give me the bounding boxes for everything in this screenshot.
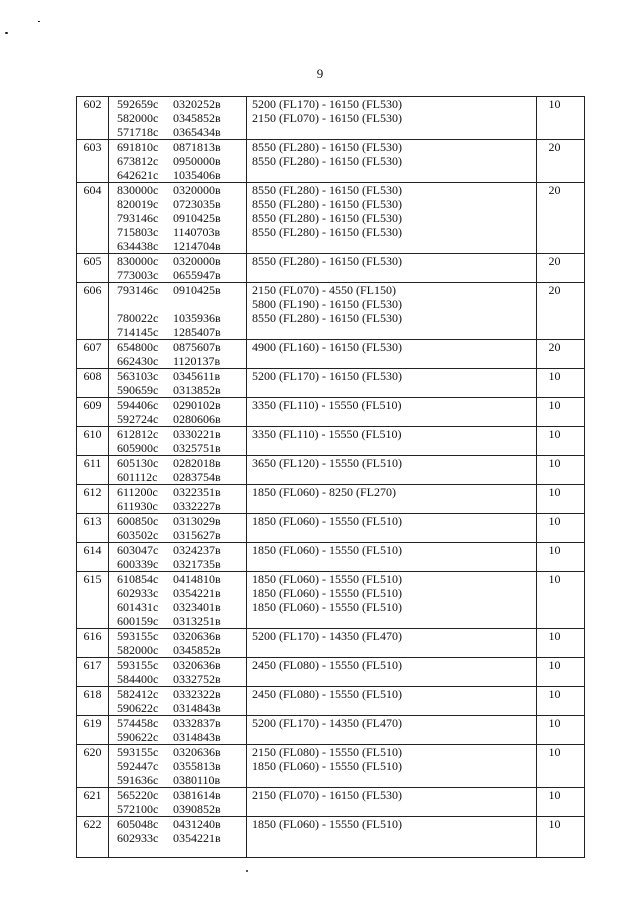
longitude: 0282018в <box>173 456 221 470</box>
latitude: 601112с <box>117 470 158 484</box>
table-row <box>77 572 585 629</box>
latitude: 593155с <box>117 629 159 643</box>
longitude: 0345852в <box>173 643 221 657</box>
latitude: 601431с <box>117 600 159 614</box>
coordinate-line <box>117 383 246 397</box>
row-number: 614 <box>77 543 109 572</box>
table-row <box>77 340 585 369</box>
altitude-range: 2150 (FL070) - 16150 (FL530) <box>252 788 402 802</box>
longitude: 1035406в <box>173 168 221 182</box>
latitude: 593155с <box>117 658 159 672</box>
coordinate-line <box>117 97 246 111</box>
coordinate-line <box>117 369 246 383</box>
coordinate-line <box>117 325 246 339</box>
coordinate-points <box>109 658 247 687</box>
longitude: 0910425в <box>173 283 221 297</box>
altitude-limits <box>247 514 537 543</box>
altitude-limits <box>247 254 537 283</box>
longitude: 0655947в <box>173 268 221 282</box>
coordinate-line <box>117 470 246 484</box>
altitude-limits <box>247 629 537 658</box>
longitude: 0314843в <box>173 730 221 744</box>
table-row <box>77 716 585 745</box>
longitude: 0280606в <box>173 412 221 426</box>
altitude-range: 5200 (FL170) - 14350 (FL470) <box>252 716 402 730</box>
coordinate-points <box>109 485 247 514</box>
row-number: 608 <box>77 369 109 398</box>
row-value: 10 <box>537 716 585 745</box>
altitude-range: 3350 (FL110) - 15550 (FL510) <box>252 398 402 412</box>
longitude: 0320252в <box>173 97 221 111</box>
latitude: 602933с <box>117 831 159 845</box>
latitude: 591636с <box>117 773 159 787</box>
altitude-limits <box>247 97 537 140</box>
table-row <box>77 514 585 543</box>
longitude: 0323401в <box>173 600 221 614</box>
coordinate-line <box>117 111 246 125</box>
table-row <box>77 745 585 788</box>
altitude-range: 8550 (FL280) - 16150 (FL530) <box>252 211 402 225</box>
latitude: 610854с <box>117 572 159 586</box>
coordinate-line <box>117 427 246 441</box>
longitude: 0345852в <box>173 111 221 125</box>
latitude: 590622с <box>117 730 159 744</box>
row-number: 604 <box>77 183 109 254</box>
altitude-limits <box>247 572 537 629</box>
coordinate-points <box>109 183 247 254</box>
longitude: 0332227в <box>173 499 221 513</box>
coordinate-line <box>117 773 246 787</box>
latitude: 715803с <box>117 225 159 239</box>
altitude-range: 8550 (FL280) - 16150 (FL530) <box>252 197 402 211</box>
altitude-range: 5200 (FL170) - 16150 (FL530) <box>252 97 402 111</box>
coordinate-line <box>117 268 246 282</box>
longitude: 1214704в <box>173 239 221 253</box>
coordinate-points <box>109 788 247 817</box>
latitude: 592659с <box>117 97 159 111</box>
longitude: 0354221в <box>173 586 221 600</box>
scan-speck <box>38 21 40 22</box>
row-value: 20 <box>537 340 585 369</box>
altitude-range: 2150 (FL080) - 15550 (FL510) <box>252 745 402 759</box>
longitude: 0355813в <box>173 759 221 773</box>
row-value: 10 <box>537 572 585 629</box>
coordinate-points <box>109 629 247 658</box>
altitude-range: 3350 (FL110) - 15550 (FL510) <box>252 427 402 441</box>
coordinate-line <box>117 398 246 412</box>
row-value: 20 <box>537 283 585 340</box>
row-number: 602 <box>77 97 109 140</box>
latitude: 600339с <box>117 557 159 571</box>
coordinate-points <box>109 369 247 398</box>
latitude: 582412с <box>117 687 159 701</box>
coordinate-line <box>117 125 246 139</box>
coordinate-line <box>117 354 246 368</box>
table-row <box>77 369 585 398</box>
table-row <box>77 687 585 716</box>
longitude: 0871813в <box>173 140 221 154</box>
altitude-limits <box>247 716 537 745</box>
longitude: 0313029в <box>173 514 221 528</box>
row-number: 619 <box>77 716 109 745</box>
altitude-range: 8550 (FL280) - 16150 (FL530) <box>252 154 402 168</box>
coordinate-line <box>117 140 246 154</box>
latitude: 602933с <box>117 586 159 600</box>
coordinate-line <box>117 557 246 571</box>
longitude: 0290102в <box>173 398 221 412</box>
table-row <box>77 140 585 183</box>
table-row <box>77 658 585 687</box>
longitude: 0723035в <box>173 197 221 211</box>
table-row <box>77 629 585 658</box>
longitude: 0345611в <box>173 369 221 383</box>
coordinate-points <box>109 97 247 140</box>
longitude: 0332752в <box>173 672 221 686</box>
altitude-range: 3650 (FL120) - 15550 (FL510) <box>252 456 402 470</box>
table-row <box>77 485 585 514</box>
longitude: 0365434в <box>173 125 221 139</box>
latitude: 592724с <box>117 412 159 426</box>
latitude: 603502с <box>117 528 159 542</box>
coordinate-points <box>109 687 247 716</box>
row-number: 605 <box>77 254 109 283</box>
latitude: 603047с <box>117 543 159 557</box>
latitude: 584400с <box>117 672 159 686</box>
coordinate-points <box>109 140 247 183</box>
row-value: 10 <box>537 817 585 858</box>
coordinate-line <box>117 225 246 239</box>
altitude-limits <box>247 456 537 485</box>
coordinate-points <box>109 254 247 283</box>
latitude: 714145с <box>117 325 159 339</box>
row-value: 10 <box>537 427 585 456</box>
latitude: 780022с <box>117 311 159 325</box>
coordinate-line <box>117 254 246 268</box>
altitude-range: 2450 (FL080) - 15550 (FL510) <box>252 658 402 672</box>
coordinate-line <box>117 283 246 297</box>
altitude-limits <box>247 485 537 514</box>
row-value: 10 <box>537 788 585 817</box>
altitude-limits <box>247 427 537 456</box>
row-value: 10 <box>537 485 585 514</box>
latitude: 582000с <box>117 111 159 125</box>
latitude: 605048с <box>117 817 159 831</box>
row-number: 610 <box>77 427 109 456</box>
longitude: 0431240в <box>173 817 221 831</box>
coordinate-points <box>109 817 247 858</box>
altitude-limits <box>247 658 537 687</box>
coordinate-line <box>117 211 246 225</box>
row-number: 615 <box>77 572 109 629</box>
altitude-range: 1850 (FL060) - 15550 (FL510) <box>252 543 402 557</box>
row-number: 611 <box>77 456 109 485</box>
latitude: 662430с <box>117 354 159 368</box>
longitude: 1120137в <box>173 354 221 368</box>
row-value: 10 <box>537 398 585 427</box>
longitude: 0313251в <box>173 614 221 628</box>
coordinate-line <box>117 456 246 470</box>
longitude: 0283754в <box>173 470 221 484</box>
latitude: 594406с <box>117 398 159 412</box>
row-number: 612 <box>77 485 109 514</box>
altitude-range: 5200 (FL170) - 14350 (FL470) <box>252 629 402 643</box>
table-row <box>77 427 585 456</box>
latitude: 611930с <box>117 499 158 513</box>
latitude: 582000с <box>117 643 159 657</box>
latitude: 600159с <box>117 614 159 628</box>
latitude: 592447с <box>117 759 159 773</box>
longitude: 0315627в <box>173 528 221 542</box>
row-number: 618 <box>77 687 109 716</box>
coordinate-line <box>117 311 246 325</box>
altitude-range: 5800 (FL190) - 16150 (FL530) <box>252 297 402 311</box>
row-number: 620 <box>77 745 109 788</box>
latitude: 593155с <box>117 745 159 759</box>
longitude: 0320636в <box>173 745 221 759</box>
longitude: 0325751в <box>173 441 221 455</box>
longitude: 0910425в <box>173 211 221 225</box>
altitude-limits <box>247 687 537 716</box>
coordinate-line <box>117 543 246 557</box>
row-number: 613 <box>77 514 109 543</box>
row-number: 606 <box>77 283 109 340</box>
coordinate-line <box>117 412 246 426</box>
row-value: 20 <box>537 140 585 183</box>
coordinate-line <box>117 788 246 802</box>
coordinate-line <box>117 499 246 513</box>
coordinate-line <box>117 687 246 701</box>
row-number: 603 <box>77 140 109 183</box>
row-number: 616 <box>77 629 109 658</box>
coordinate-line <box>117 716 246 730</box>
table-row <box>77 817 585 858</box>
coordinate-points <box>109 572 247 629</box>
coordinate-line <box>117 340 246 354</box>
coordinate-points <box>109 340 247 369</box>
latitude: 642621с <box>117 168 159 182</box>
longitude: 0320000в <box>173 183 221 197</box>
coordinate-line <box>117 600 246 614</box>
altitude-range: 5200 (FL170) - 16150 (FL530) <box>252 369 402 383</box>
longitude: 0332322в <box>173 687 221 701</box>
latitude: 605900с <box>117 441 159 455</box>
altitude-range: 1850 (FL060) - 8250 (FL270) <box>252 485 396 499</box>
coordinate-line <box>117 614 246 628</box>
coordinate-line <box>117 168 246 182</box>
row-number: 617 <box>77 658 109 687</box>
altitude-range: 8550 (FL280) - 16150 (FL530) <box>252 183 402 197</box>
coordinate-line <box>117 183 246 197</box>
latitude: 830000с <box>117 254 159 268</box>
row-number: 607 <box>77 340 109 369</box>
coordinate-line <box>117 197 246 211</box>
row-number: 621 <box>77 788 109 817</box>
latitude: 673812с <box>117 154 159 168</box>
coordinate-line <box>117 297 246 311</box>
row-value: 10 <box>537 629 585 658</box>
coordinate-line <box>117 572 246 586</box>
row-number: 609 <box>77 398 109 427</box>
longitude: 0313852в <box>173 383 221 397</box>
row-value: 10 <box>537 543 585 572</box>
row-value: 10 <box>537 514 585 543</box>
table-row <box>77 788 585 817</box>
table-row <box>77 283 585 340</box>
altitude-range: 8550 (FL280) - 16150 (FL530) <box>252 140 402 154</box>
latitude: 820019с <box>117 197 159 211</box>
coordinate-line <box>117 730 246 744</box>
table-body <box>77 97 585 858</box>
altitude-range: 8550 (FL280) - 16150 (FL530) <box>252 254 402 268</box>
row-number: 622 <box>77 817 109 858</box>
altitude-limits <box>247 788 537 817</box>
row-value: 20 <box>537 254 585 283</box>
coordinate-line <box>117 802 246 816</box>
latitude: 773003с <box>117 268 159 282</box>
latitude: 830000с <box>117 183 159 197</box>
coordinate-line <box>117 586 246 600</box>
latitude: 793146с <box>117 211 159 225</box>
altitude-limits <box>247 183 537 254</box>
table-row <box>77 183 585 254</box>
coordinate-line <box>117 817 246 831</box>
longitude: 0320636в <box>173 658 221 672</box>
latitude: 605130с <box>117 456 159 470</box>
scan-speck <box>5 32 8 34</box>
table-row <box>77 97 585 140</box>
coordinate-points <box>109 745 247 788</box>
altitude-range: 1850 (FL060) - 15550 (FL510) <box>252 514 402 528</box>
row-value: 10 <box>537 658 585 687</box>
row-value: 20 <box>537 183 585 254</box>
altitude-limits <box>247 745 537 788</box>
altitude-range: 2150 (FL070) - 4550 (FL150) <box>252 283 396 297</box>
row-value: 10 <box>537 745 585 788</box>
table-row <box>77 543 585 572</box>
altitude-limits <box>247 398 537 427</box>
altitude-range: 2150 (FL070) - 16150 (FL530) <box>252 111 402 125</box>
coordinate-line <box>117 154 246 168</box>
coordinate-line <box>117 629 246 643</box>
longitude: 0381614в <box>173 788 221 802</box>
coordinate-line <box>117 441 246 455</box>
latitude: 654800с <box>117 340 159 354</box>
coordinate-line <box>117 672 246 686</box>
altitude-range: 8550 (FL280) - 16150 (FL530) <box>252 311 402 325</box>
altitude-limits <box>247 340 537 369</box>
altitude-range: 2450 (FL080) - 15550 (FL510) <box>252 687 402 701</box>
coordinate-points <box>109 456 247 485</box>
table-row <box>77 254 585 283</box>
altitude-limits <box>247 140 537 183</box>
longitude: 0320636в <box>173 629 221 643</box>
longitude: 0332837в <box>173 716 221 730</box>
latitude: 563103с <box>117 369 159 383</box>
longitude: 0314843в <box>173 701 221 715</box>
coordinate-line <box>117 701 246 715</box>
latitude: 793146с <box>117 283 159 297</box>
longitude: 1285407в <box>173 325 221 339</box>
altitude-limits <box>247 369 537 398</box>
longitude: 0875607в <box>173 340 221 354</box>
latitude: 691810с <box>117 140 159 154</box>
longitude: 0330221в <box>173 427 221 441</box>
altitude-range: 1850 (FL060) - 15550 (FL510) <box>252 572 402 586</box>
row-value: 10 <box>537 456 585 485</box>
latitude: 634438с <box>117 239 159 253</box>
longitude: 0380110в <box>173 773 221 787</box>
coordinate-points <box>109 514 247 543</box>
latitude: 590659с <box>117 383 159 397</box>
altitude-range: 1850 (FL060) - 15550 (FL510) <box>252 586 402 600</box>
coordinate-line <box>117 759 246 773</box>
row-value: 10 <box>537 97 585 140</box>
altitude-limits <box>247 817 537 858</box>
coordinate-points <box>109 398 247 427</box>
coordinate-points <box>109 427 247 456</box>
airspace-table <box>76 96 585 858</box>
latitude: 572100с <box>117 802 159 816</box>
coordinate-line <box>117 643 246 657</box>
coordinate-points <box>109 543 247 572</box>
altitude-range: 1850 (FL060) - 15550 (FL510) <box>252 600 402 614</box>
coordinate-line <box>117 485 246 499</box>
latitude: 590622с <box>117 701 159 715</box>
longitude: 0321735в <box>173 557 221 571</box>
coordinate-line <box>117 514 246 528</box>
longitude: 1140703в <box>173 225 221 239</box>
latitude: 574458с <box>117 716 159 730</box>
longitude: 0320000в <box>173 254 221 268</box>
latitude: 612812с <box>117 427 159 441</box>
coordinate-line <box>117 831 246 845</box>
coordinate-line <box>117 745 246 759</box>
table-row <box>77 456 585 485</box>
latitude: 571718с <box>117 125 159 139</box>
row-value: 10 <box>537 369 585 398</box>
longitude: 0390852в <box>173 802 221 816</box>
altitude-range: 8550 (FL280) - 16150 (FL530) <box>252 225 402 239</box>
row-value: 10 <box>537 687 585 716</box>
coordinate-line <box>117 658 246 672</box>
latitude: 565220с <box>117 788 159 802</box>
longitude: 0950000в <box>173 154 221 168</box>
coordinate-line <box>117 528 246 542</box>
altitude-limits <box>247 283 537 340</box>
longitude: 0324237в <box>173 543 221 557</box>
latitude: 611200с <box>117 485 158 499</box>
coordinate-points <box>109 716 247 745</box>
altitude-limits <box>247 543 537 572</box>
table-row <box>77 398 585 427</box>
altitude-range: 4900 (FL160) - 16150 (FL530) <box>252 340 402 354</box>
longitude: 0414810в <box>173 572 221 586</box>
altitude-range: 1850 (FL060) - 15550 (FL510) <box>252 817 402 831</box>
altitude-range: 1850 (FL060) - 15550 (FL510) <box>252 759 402 773</box>
longitude: 0354221в <box>173 831 221 845</box>
page-number: 9 <box>316 66 324 81</box>
coordinate-points <box>109 283 247 340</box>
coordinate-line <box>117 239 246 253</box>
longitude: 1035936в <box>173 311 221 325</box>
longitude: 0322351в <box>173 485 221 499</box>
latitude: 600850с <box>117 514 159 528</box>
scan-speck <box>246 870 248 872</box>
